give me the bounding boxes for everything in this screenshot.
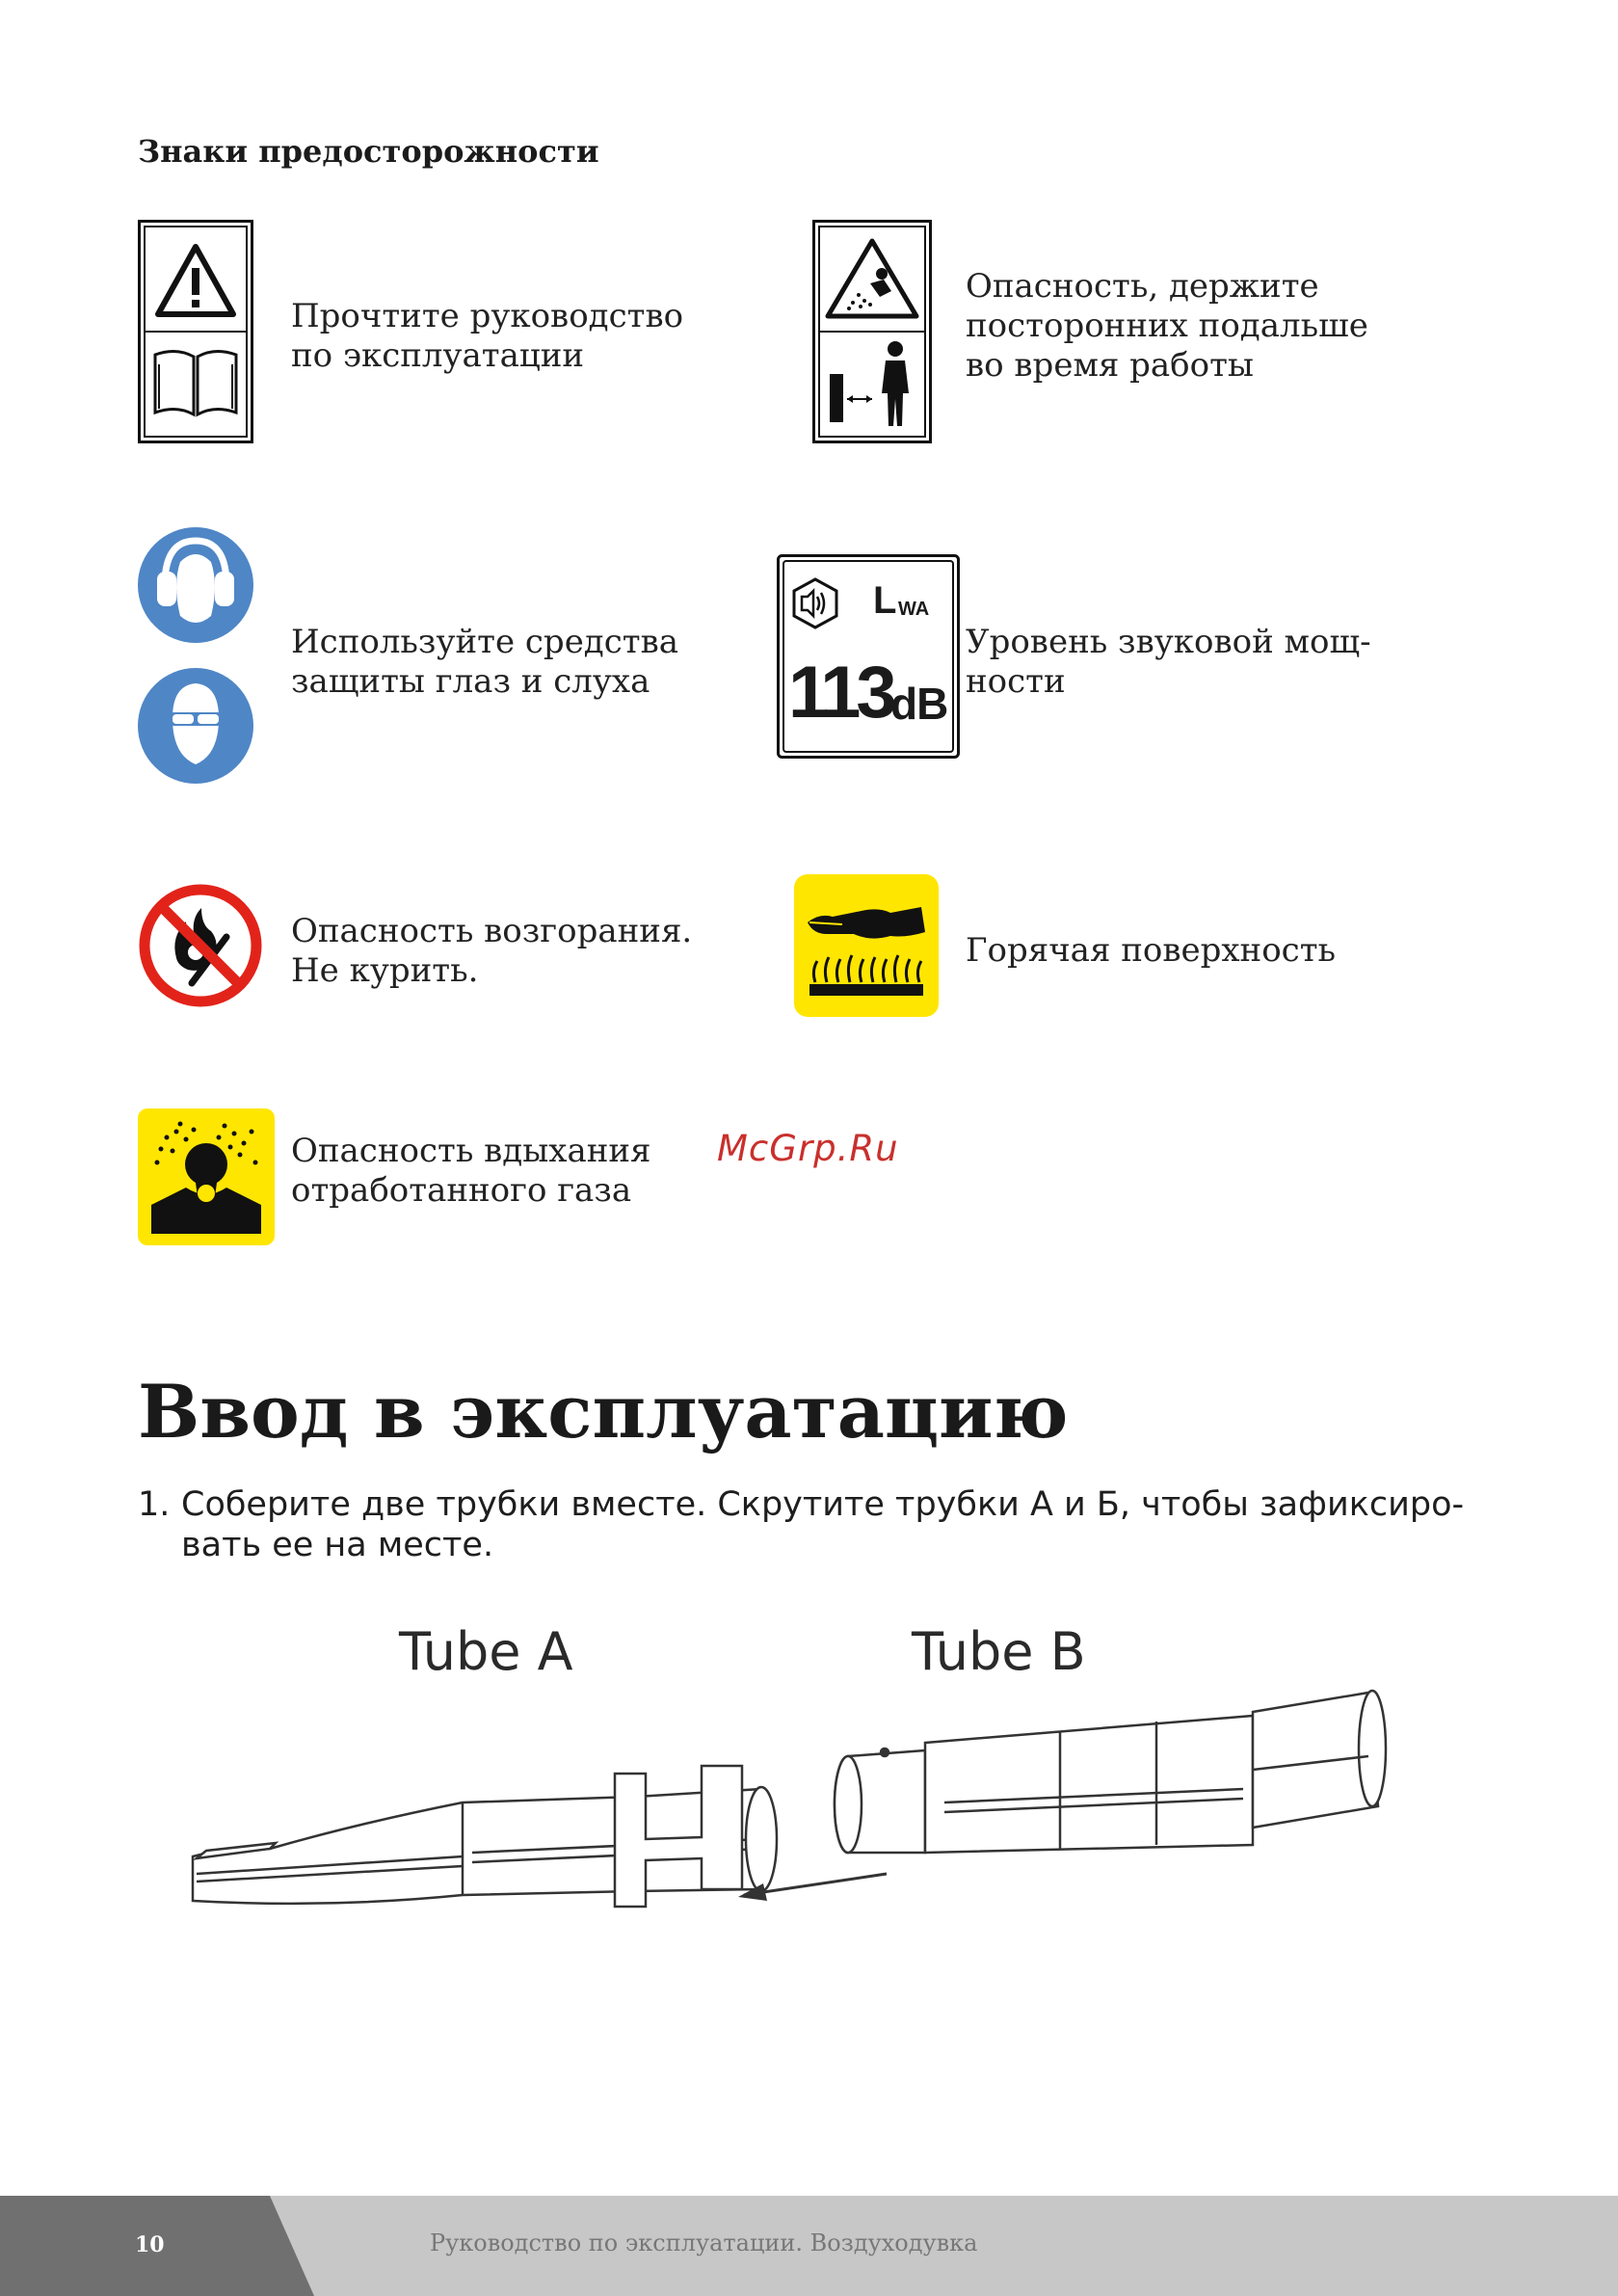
sign-text-line: Прочтите руководство xyxy=(291,297,684,335)
watermark: McGrp.Ru xyxy=(717,1128,899,1169)
sign-text-protection xyxy=(291,623,678,702)
tube-b-label: Tube B xyxy=(912,1621,1086,1682)
exhaust-gas-icon xyxy=(138,1108,275,1245)
no-smoking-fire-icon xyxy=(138,883,263,1008)
sign-text-line: во время работы xyxy=(966,346,1254,385)
step-number: 1. xyxy=(138,1485,171,1524)
lwa-value: 113 xyxy=(788,652,892,734)
step-text-line: Соберите две трубки вместе. Скрутите трубки А и Б, чтобы зафиксиро- xyxy=(181,1485,1465,1524)
sign-text-line: Горячая поверхность xyxy=(966,931,1337,970)
sign-text-line: отработанного газа xyxy=(291,1171,632,1210)
sign-text-line: ности xyxy=(966,662,1066,701)
sound-power-level-icon xyxy=(777,554,960,759)
tube-assembly-figure xyxy=(135,1600,1426,1947)
sign-text-fire xyxy=(291,912,692,991)
lwa-label: L xyxy=(873,579,897,622)
lwa-unit: dB xyxy=(890,679,948,729)
step-text-line: вать ее на месте. xyxy=(181,1526,494,1564)
sign-text-line: Опасность вдыхания xyxy=(291,1132,651,1170)
read-manual-icon xyxy=(138,220,253,443)
ear-eye-protection-icon xyxy=(138,527,253,784)
keep-bystanders-away-icon xyxy=(812,220,932,443)
sign-text-keep-away xyxy=(966,267,1368,386)
sign-text-line: Опасность, держите xyxy=(966,267,1319,306)
page-number: 10 xyxy=(135,2232,165,2257)
sign-text-line: Уровень звуковой мощ- xyxy=(966,623,1371,661)
sign-text-line: Используйте средства xyxy=(291,623,679,661)
sign-text-exhaust xyxy=(291,1132,651,1211)
sign-text-line: Опасность возгорания. xyxy=(291,912,693,950)
sign-text-line: защиты глаз и слуха xyxy=(291,662,650,701)
sign-text-read-manual xyxy=(291,297,683,376)
sign-text-line: по эксплуатации xyxy=(291,336,585,375)
sign-text-line: посторонних подальше xyxy=(966,307,1368,345)
page-heading: Ввод в эксплуатацию xyxy=(138,1369,1069,1455)
sign-text-hot-surface xyxy=(966,931,1336,971)
hot-surface-icon xyxy=(794,874,939,1017)
sign-text-sound-level xyxy=(966,623,1371,702)
section-title: Знаки предосторожности xyxy=(138,133,599,170)
sign-text-line: Не курить. xyxy=(291,951,479,990)
tube-a-label: Tube A xyxy=(399,1621,573,1682)
footer-title: Руководство по эксплуатации. Воздуходувка xyxy=(430,2229,978,2256)
lwa-subscript: WA xyxy=(898,599,930,620)
